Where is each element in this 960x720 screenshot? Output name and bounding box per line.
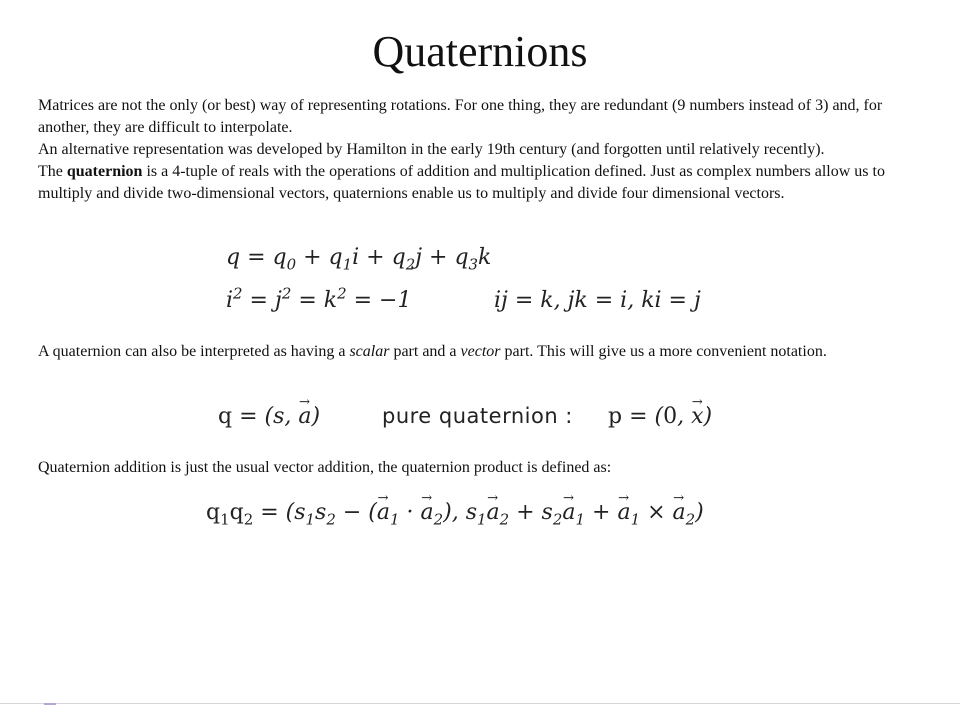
pure-quaternion-label: pure quaternion : <box>382 404 573 428</box>
unit-squares-equation: $i^2 = j^2 = k^2 = -1$ <box>226 284 412 313</box>
scalar-term: scalar <box>349 343 390 360</box>
quaternion-definition-equation: $q = q_0 + q_1i + q_2j + q_3k$ <box>226 245 492 274</box>
quaternion-term: quaternion <box>66 163 143 180</box>
intro-line-1: Matrices are not the only (or best) way of representing rotations. For one thing, they are redundant (9 numbers instead of 3) and, for another, they are difficult to interpolate. <box>38 97 883 136</box>
scalar-vector-equation: q = (s, → a) <box>218 404 320 429</box>
unit-products-equation: ij = k, jk = i, ki = j <box>494 288 701 313</box>
intro-line-3-start: The <box>38 163 67 180</box>
scalar-vector-start: A quaternion can also be interpreted as having a <box>38 343 350 360</box>
bottom-border-line <box>0 703 960 704</box>
scalar-vector-paragraph <box>38 341 928 363</box>
intro-line-3-end: is a 4-tuple of reals with the operations of addition and multiplication defined. Just as complex numbers allow us to multiply and divide two-dimensional vectors, quaternions enable us to multiply and divide four dimensional vectors. <box>38 163 885 202</box>
scalar-vector-middle: part and a <box>389 343 461 360</box>
vector-term: vector <box>460 343 501 360</box>
scalar-vector-end: part. This will give us a more convenient notation. <box>500 343 827 360</box>
intro-line-3 <box>38 161 928 205</box>
scalar-vector-text <box>38 341 928 363</box>
pure-quaternion-equation: p = (0, → x) <box>608 404 712 429</box>
intro-line-2: An alternative representation was developed by Hamilton in the early 19th century (and forgotten until relatively recently). <box>38 141 825 158</box>
quaternion-product-equation: $q_1q_2 = (s_1s_2$ − (→ $a_1$ · → $a_2$), $s_1\to a_2 + s_2\to a_1$ + → $a_1$ × → $a_2$) <box>206 500 704 525</box>
bottom-border-accent <box>44 703 56 705</box>
slide-title: Quaternions <box>372 27 588 76</box>
intro-paragraph <box>38 95 928 205</box>
product-paragraph: Quaternion addition is just the usual vector addition, the quaternion product is defined as: <box>38 459 612 476</box>
